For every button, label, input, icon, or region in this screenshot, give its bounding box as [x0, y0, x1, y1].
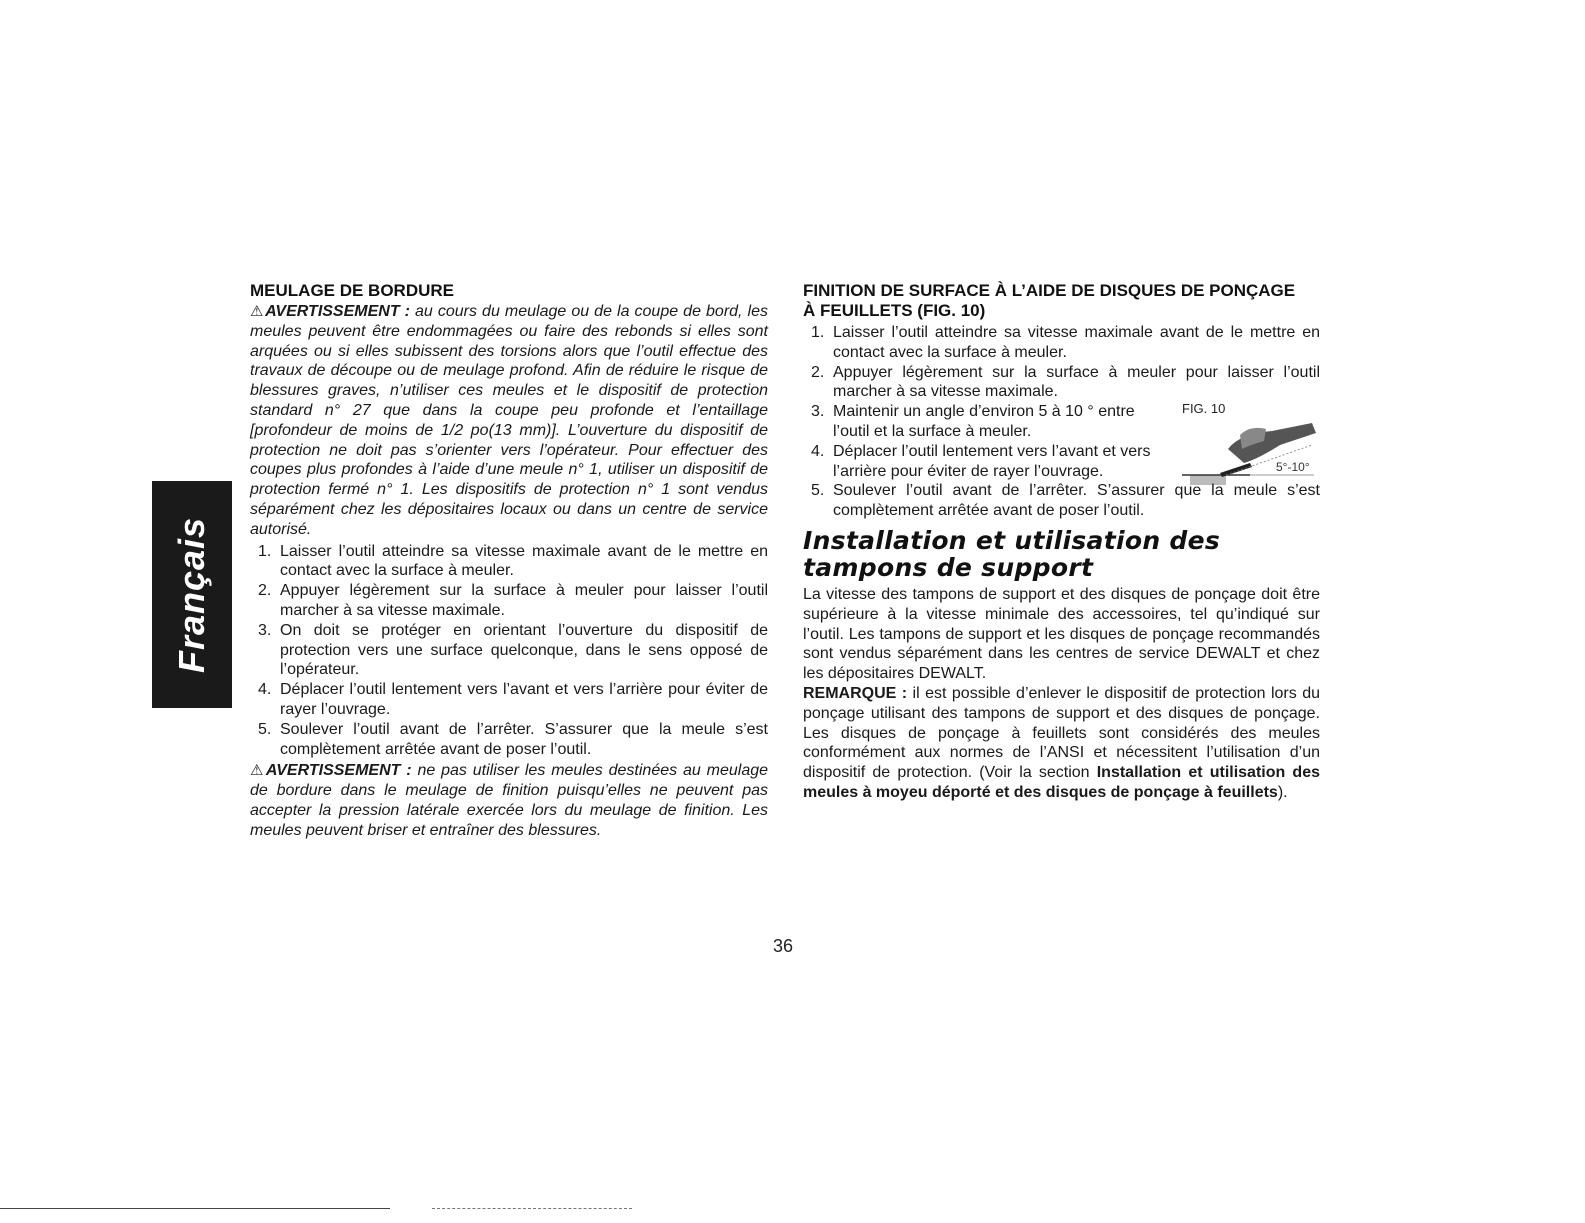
grinder-angle-illustration: [1180, 415, 1320, 491]
left-column: [250, 281, 768, 841]
edge-grinding-steps: [250, 542, 768, 760]
warning-lead: AVERTISSEMENT :: [265, 303, 410, 320]
step-text: Appuyer légèrement sur la surface à meuler pour laisser l’outil marcher à sa vitesse maximale.: [833, 363, 1320, 401]
backing-pads-paragraph: La vitesse des tampons de support et des disques de ponçage doit être supérieure à la vitesse minimale des accessoires, tel qu’indiqué sur l’outil. Les tampons de support et les disques de ponçage recommandés sont vendus séparément dans les centres de service DEWALT et chez les dépositaires DEWALT.: [803, 585, 1320, 683]
language-tab-label: Français: [171, 516, 213, 673]
step-number: 1.: [258, 542, 272, 560]
footer-dashed-rule: [432, 1208, 632, 1210]
list-item: [803, 481, 1320, 521]
step-number: 2.: [811, 363, 825, 381]
list-item: [803, 323, 1320, 363]
step-number: 3.: [258, 621, 272, 639]
list-item: [803, 402, 1170, 442]
step-text: Soulever l’outil avant de l’arrêter. S’assurer que la meule s’est complètement arrêtée avant de poser l’outil.: [280, 720, 768, 758]
warning-edge-grinding: [250, 302, 768, 540]
warning-triangle-icon: ⚠: [250, 762, 265, 780]
edge-grinding-heading: MEULAGE DE BORDURE: [250, 281, 455, 300]
step-number: 5.: [258, 720, 272, 738]
heading-line-2: À FEUILLETS (FIG. 10): [803, 301, 986, 320]
page-number: 36: [773, 936, 794, 956]
list-item: [250, 542, 768, 582]
figure-label: FIG. 10: [1182, 401, 1226, 416]
section-title: Installation et utilisation des tampons de support: [803, 525, 1221, 582]
warning-lead: AVERTISSEMENT :: [265, 762, 412, 780]
step-text: On doit se protéger en orientant l’ouverture du dispositif de protection vers une surface quelconque, dans le sens opposé de l’opérateur.: [280, 621, 768, 679]
step-number: 4.: [811, 442, 825, 460]
footer-rule: [0, 1208, 390, 1209]
figure-10: [1180, 401, 1320, 491]
list-item: [250, 680, 768, 720]
list-item: [250, 720, 768, 760]
warning-text: ne pas utiliser les meules destinées au meulage de bordure dans le meulage de finition puisqu’elles ne peuvent pas accepter la pression latérale exercée lors du meulage de finition. Les meules peuvent briser et entraîner des blessures.: [250, 762, 769, 839]
step-text: Soulever l’outil avant de l’arrêter. S’assurer que la meule s’est complètement arrêtée avant de poser l’outil.: [833, 482, 1320, 520]
list-item: [250, 621, 768, 680]
warning-text: au cours du meulage ou de la coupe de bord, les meules peuvent être endommagées ou faire des rebonds si elles sont arquées ou si elles subissent des torsions alors que l’outil effectue des travaux de découpe ou de meulage profond. Afin de réduire le risque de blessures graves, n’utiliser ces meules et le dispositif de protection standard n° 27 que dans la coupe peu profonde et l’entaillage [profondeur de moins de 1/2 po(13 mm)]. L’ouverture du dispositif de protection ne doit pas s’orienter vers l’opérateur. Pour effectuer des coupes plus profondes à l’aide d’une meule n° 1, utiliser un dispositif de protection fermé n° 1. Les dispositifs de protection n° 1 sont vendus séparément chez les dépositaires locaux ou dans un centre de service autorisé.: [250, 303, 768, 538]
warning-finishing: [250, 761, 768, 840]
step-number: 3.: [811, 403, 825, 421]
list-item: [250, 581, 768, 621]
step-text: Maintenir un angle d’environ 5 à 10 ° entre l’outil et la surface à meuler.: [833, 403, 1135, 440]
step-text: Laisser l’outil atteindre sa vitesse maximale avant de le mettre en contact avec la surface à meuler.: [280, 542, 768, 580]
step-number: 5.: [811, 482, 825, 500]
surface-finishing-heading: [803, 281, 1320, 321]
list-item: [803, 442, 1170, 482]
remark-reference: Installation et utilisation des meules à moyeu déporté et des disques de ponçage à feuillets: [803, 764, 1321, 801]
step-text: Appuyer légèrement sur la surface à meuler pour laisser l’outil marcher à sa vitesse maximale.: [280, 582, 768, 619]
right-column: [803, 281, 1320, 803]
surface-finishing-block: [803, 323, 1320, 521]
remark-paragraph: [803, 684, 1320, 803]
step-text: Laisser l’outil atteindre sa vitesse maximale avant de le mettre en contact avec la surface à meuler.: [833, 324, 1320, 361]
warning-triangle-icon: ⚠: [250, 303, 265, 320]
step-number: 1.: [811, 324, 825, 341]
remark-lead: REMARQUE :: [803, 684, 908, 702]
step-text: Déplacer l’outil lentement vers l’avant et vers l’arrière pour éviter de rayer l’ouvrage.: [833, 442, 1151, 480]
heading-line-1: FINITION DE SURFACE À L’AIDE DE DISQUES DE PONÇAGE: [803, 281, 1296, 300]
remark-text: il est possible d’enlever le dispositif de protection lors du ponçage utilisant des tampons de support et des disques de ponçage. Les disques de ponçage à feuillets sont considérés des meules conformément aux normes de l’ANSI et nécessitent l’utilisation d’un dispositif de protection. (Voir la section: [803, 684, 1320, 782]
remark-tail: ).: [1277, 783, 1288, 801]
step-number: 2.: [258, 582, 272, 600]
angle-label: 5°-10°: [1276, 460, 1310, 474]
list-item: [803, 363, 1320, 403]
step-number: 4.: [258, 681, 272, 699]
step-text: Déplacer l’outil lentement vers l’avant et vers l’arrière pour éviter de rayer l’ouvrage.: [280, 681, 768, 718]
language-tab: [152, 481, 232, 708]
